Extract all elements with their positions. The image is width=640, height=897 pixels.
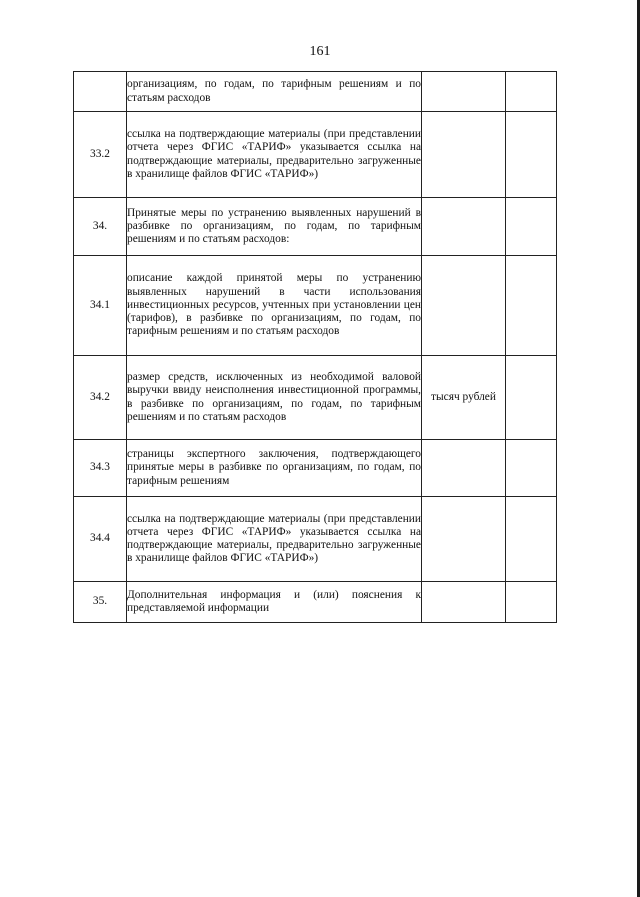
table-row [74,198,557,256]
table-row [74,256,557,356]
table-row [74,72,557,112]
table-row [74,112,557,198]
row-unit [422,440,506,497]
row-description: описание каждой принятой меры по устранению выявленных нарушений в части использования инвестиционных ресурсов, учтенных при установлении цен (тарифов), в разбивке по организациям, по годам, по тарифным решениям и по статьям расходов [127,256,422,356]
row-number: 35. [74,582,127,623]
table-row [74,356,557,440]
row-number: 34.1 [74,256,127,356]
row-number: 34. [74,198,127,256]
row-number: 34.4 [74,497,127,582]
row-unit [422,72,506,112]
row-number [74,72,127,112]
row-description: страницы экспертного заключения, подтверждающего принятые меры в разбивке по организациям, по годам, по тарифным решениям [127,440,422,497]
row-description: организациям, по годам, по тарифным решениям и по статьям расходов [127,72,422,112]
row-unit: тысяч рублей [422,356,506,440]
row-value [506,198,557,256]
table-row [74,497,557,582]
report-table [73,71,557,623]
row-unit [422,256,506,356]
table-row [74,440,557,497]
row-value [506,356,557,440]
row-description: Дополнительная информация и (или) пояснения к представляемой информации [127,582,422,623]
row-number: 34.2 [74,356,127,440]
row-description: размер средств, исключенных из необходимой валовой выручки ввиду неисполнения инвестиционной программы, в разбивке по организациям, по годам, по тарифным решениям и по статьям расходов [127,356,422,440]
row-unit [422,497,506,582]
row-number: 34.3 [74,440,127,497]
row-unit [422,582,506,623]
row-description: ссылка на подтверждающие материалы (при представлении отчета через ФГИС «ТАРИФ» указывается ссылка на подтверждающие материалы, предварительно загруженные в хранилище файлов ФГИС «ТАРИФ») [127,112,422,198]
row-value [506,72,557,112]
row-unit [422,112,506,198]
row-description: ссылка на подтверждающие материалы (при представлении отчета через ФГИС «ТАРИФ» указывается ссылка на подтверждающие материалы, предварительно загруженные в хранилище файлов ФГИС «ТАРИФ») [127,497,422,582]
row-value [506,440,557,497]
row-value [506,582,557,623]
row-value [506,256,557,356]
row-value [506,497,557,582]
row-unit [422,198,506,256]
table-row [74,582,557,623]
row-value [506,112,557,198]
page-number: 161 [309,44,331,59]
row-description: Принятые меры по устранению выявленных нарушений в разбивке по организациям, по годам, по тарифным решениям и по статьям расходов: [127,198,422,256]
row-number: 33.2 [74,112,127,198]
